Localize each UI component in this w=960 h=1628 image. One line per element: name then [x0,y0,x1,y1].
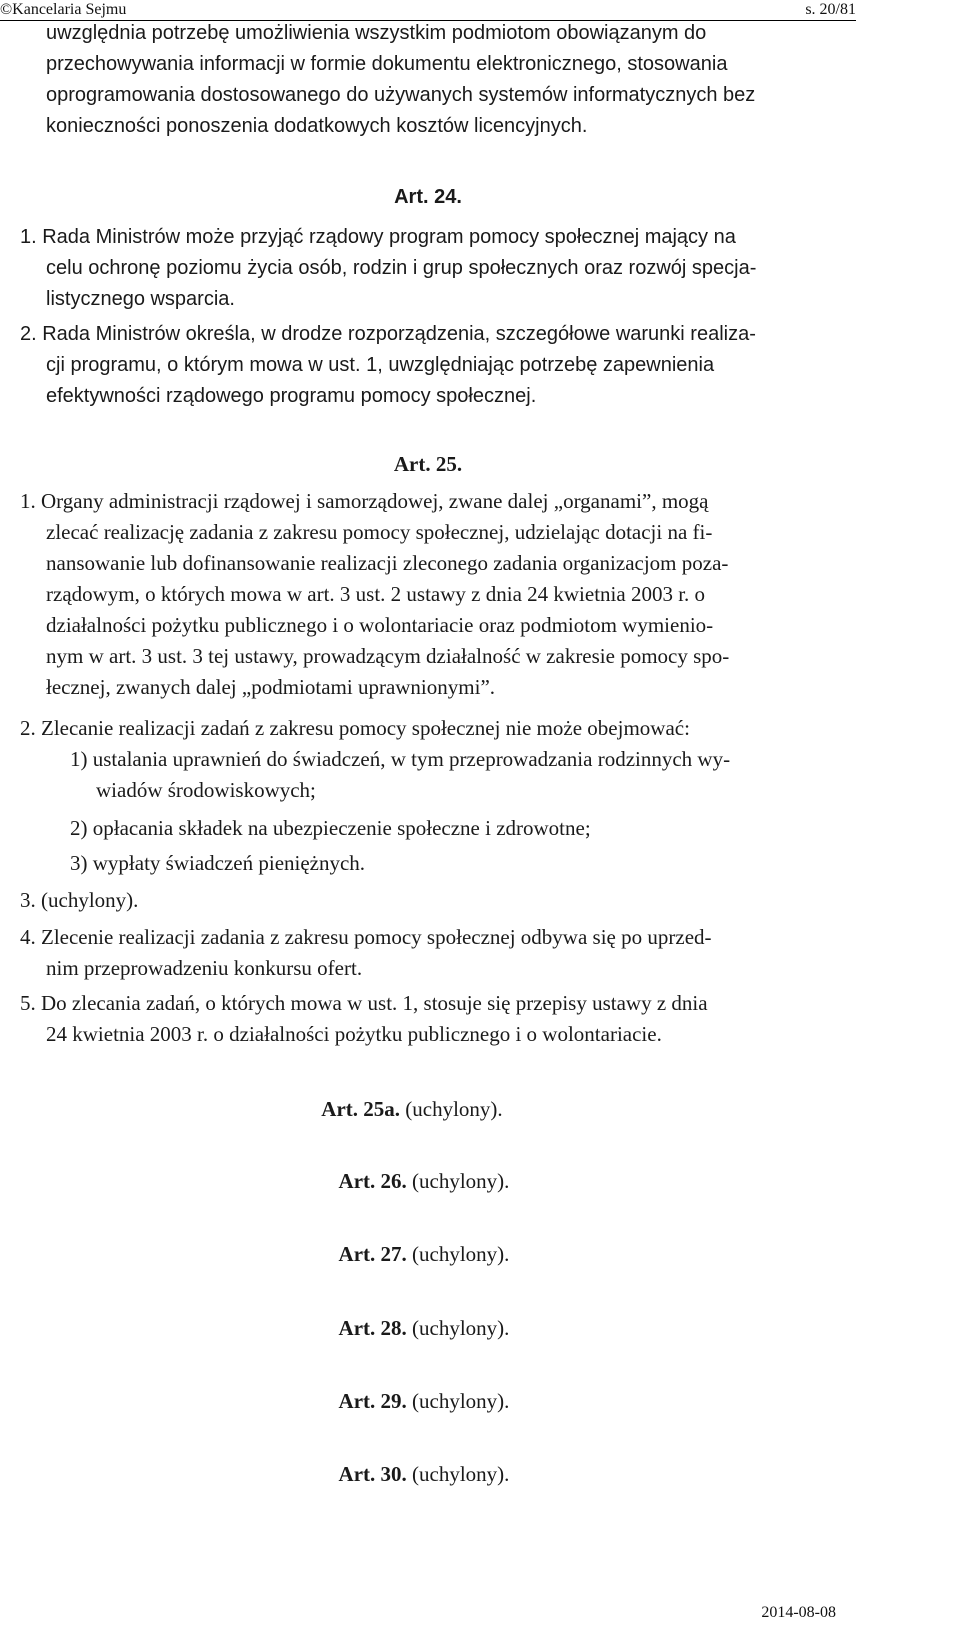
art-28 [0,1316,852,1341]
art-title: Art. 29. [338,1389,407,1413]
text-line: listycznego wsparcia. [46,288,235,310]
art-25-title: Art. 25. [393,452,463,476]
art-title: Art. 26. [338,1169,407,1193]
art-title: Art. 30. [338,1462,407,1486]
text-line: oprogramowania dostosowanego do używanych systemów informatycznych bez [46,84,756,106]
text-line: 1. Rada Ministrów może przyjąć rządowy program pomocy społecznej mający na [20,226,736,248]
art-24-p1 [20,222,856,315]
text-line: działalności pożytku publicznego i o wolontariacie oraz podmiotom wymienio- [46,613,714,637]
art-25-item-1 [70,744,840,806]
text-line: cji programu, o którym mowa w ust. 1, uwzględniając potrzebę zapewnienia [46,354,715,376]
text-line: wiadów środowiskowych; [96,778,316,802]
text-line: efektywności rządowego programu pomocy społecznej. [46,385,537,407]
art-status: (uchylony). [412,1462,510,1486]
text-line: 2. Rada Ministrów określa, w drodze rozporządzenia, szczegółowe warunki realiza- [20,323,756,345]
text-line: 4. Zlecenie realizacji zadania z zakresu pomocy społecznej odbywa się po uprzed- [20,925,712,949]
art-25-item-2 [70,813,840,844]
art-25a [0,1097,840,1122]
art-title: Art. 25a. [321,1097,401,1121]
text-line: przechowywania informacji w formie dokumentu elektronicznego, stosowania [46,53,728,75]
page-number: s. 20/81 [805,1,856,18]
text-line: 1. Organy administracji rządowej i samorządowej, zwane dalej „organami”, mogą [20,489,709,513]
art-status: (uchylony). [412,1242,510,1266]
art-25-p3 [20,885,840,916]
art-status: (uchylony). [405,1097,503,1121]
text-line: rządowym, o których mowa w art. 3 ust. 2 ustawy z dnia 24 kwietnia 2003 r. o [46,582,706,606]
text-line: nansowanie lub dofinansowanie realizacji zleconego zadania organizacjom poza- [46,551,729,575]
text-line: 3. (uchylony). [20,888,139,912]
text-line: 1) ustalania uprawnień do świadczeń, w tym przeprowadzania rodzinnych wy- [70,747,731,771]
text-line: celu ochronę poziomu życia osób, rodzin i grup społecznych oraz rozwój specja- [46,257,757,279]
text-line: 24 kwietnia 2003 r. o działalności pożytku publicznego i o wolontariacie. [46,1022,662,1046]
art-29 [0,1389,852,1414]
art-status: (uchylony). [412,1169,510,1193]
art-26 [0,1169,852,1194]
text-line: uwzględnia potrzebę umożliwienia wszystkim podmiotom obowiązanym do [46,22,707,44]
art-24-title: Art. 24. [394,186,462,208]
text-line: 5. Do zlecania zadań, o których mowa w ust. 1, stosuje się przepisy ustawy z dnia [20,991,708,1015]
text-line: konieczności ponoszenia dodatkowych kosztów licencyjnych. [46,115,588,137]
text-line: nim przeprowadzeniu konkursu ofert. [46,956,363,980]
art-27 [0,1242,852,1267]
text-line: łecznej, zwanych dalej „podmiotami uprawnionymi”. [46,675,496,699]
intro-paragraph [46,18,856,142]
art-24-p2 [20,319,856,412]
text-line: zlecać realizację zadania z zakresu pomocy społecznej, udzielając dotacji na fi- [46,520,713,544]
footer-date: 2014-08-08 [761,1604,836,1621]
art-25-p5 [20,988,840,1050]
text-line: 2) opłacania składek na ubezpieczenie społeczne i zdrowotne; [70,816,591,840]
text-line: 2. Zlecanie realizacji zadań z zakresu pomocy społecznej nie może obejmować: [20,716,690,740]
art-status: (uchylony). [412,1316,510,1340]
art-status: (uchylony). [412,1389,510,1413]
art-title: Art. 28. [338,1316,407,1340]
art-25-item-3 [70,848,840,879]
text-line: nym w art. 3 ust. 3 tej ustawy, prowadzącym działalność w zakresie pomocy spo- [46,644,730,668]
art-title: Art. 27. [338,1242,407,1266]
art-25-p2 [20,713,840,744]
art-25-p1 [20,486,840,703]
copyright-label: ©Kancelaria Sejmu [0,1,127,18]
art-25-p4 [20,922,840,984]
art-30 [0,1462,852,1487]
text-line: 3) wypłaty świadczeń pieniężnych. [70,851,366,875]
